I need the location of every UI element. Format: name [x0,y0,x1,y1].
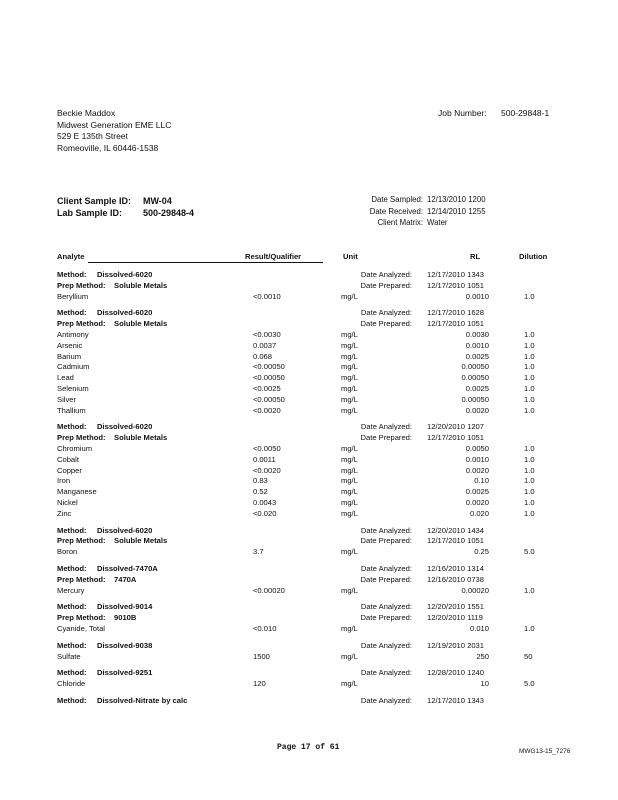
rl-value: 0.00050 [461,373,489,383]
unit-value: mg/L [341,351,358,361]
method-name: Dissolved-7470A [97,564,158,573]
method-label: Method: [57,696,87,705]
unit-value: mg/L [341,291,358,301]
date-analyzed-label: Date Analyzed: [360,696,412,705]
result-value: <0.00050 [253,362,285,372]
prep-method-label: Prep Method: [57,433,106,443]
unit-value: mg/L [341,508,358,518]
method-name: Dissolved-6020 [97,422,153,432]
result-value: 0.52 [253,487,268,497]
sample-info-label: Client Matrix: [377,218,423,227]
rl-value: 0.0030 [465,330,489,339]
dilution-value: 1.0 [524,340,535,350]
date-analyzed-value: 12/20/2010 1434 [427,525,485,535]
sample-info-label: Date Sampled: [371,195,423,204]
date-prepared-value: 12/17/2010 1051 [427,319,485,329]
analyte-name: Sulfate [57,651,81,661]
method-name: Dissolved-Nitrate by calc [97,696,188,705]
prep-method-name: 9010B [114,613,137,623]
unit-value: mg/L [341,330,358,339]
analyte-name: Mercury [57,585,85,595]
method-label: Method: [57,602,87,612]
rl-value: 0.0010 [465,340,489,350]
method-name: Dissolved-9251 [97,668,153,678]
col-unit: Unit [343,252,358,261]
date-analyzed-value: 12/17/2010 1343 [427,696,485,705]
analyte-name: Iron [57,476,71,486]
unit-value: mg/L [341,373,358,383]
analyte-name: Arsenic [57,340,83,350]
street-address: 529 E 135th Street [57,131,128,142]
dilution-value: 1.0 [524,498,535,507]
dilution-value: 1.0 [524,487,535,497]
analyte-name: Chloride [57,679,86,689]
dilution-value: 1.0 [524,454,535,464]
unit-value: mg/L [341,444,358,453]
analyte-name: Beryllium [57,291,89,301]
sample-info-value: Water [427,218,448,227]
analyte-name: Zinc [57,508,72,518]
col-dilution: Dilution [519,252,548,261]
analyte-name: Selenium [57,384,89,393]
analyte-name: Manganese [57,487,97,497]
date-analyzed-label: Date Analyzed: [360,640,412,650]
lab-sample-label: Lab Sample ID: [57,208,123,218]
date-analyzed-label: Date Analyzed: [360,602,412,612]
result-value: 0.068 [253,351,273,361]
analyte-name: Copper [57,465,82,475]
prep-method-name: Soluble Metals [114,280,168,290]
dilution-value: 1.0 [524,465,535,475]
sample-info-label: Date Received: [369,206,423,216]
result-value: <0.0020 [253,465,281,475]
unit-value: mg/L [341,405,358,415]
rl-value: 0.0020 [465,498,489,507]
result-value: <0.0010 [253,291,281,301]
result-value: <0.00020 [253,585,285,595]
dilution-value: 1.0 [524,291,535,301]
unit-value: mg/L [341,498,358,507]
dilution-value: 5.0 [524,547,535,557]
method-label: Method: [57,640,87,650]
col-analyte: Analyte [57,252,85,261]
rl-value: 250 [476,651,489,661]
analyte-name: Cyanide, Total [57,624,105,633]
date-prepared-label: Date Prepared: [360,613,412,623]
analyte-name: Silver [57,394,76,404]
unit-value: mg/L [341,679,358,689]
analyte-name: Boron [57,547,78,557]
method-label: Method: [57,422,87,432]
date-analyzed-label: Date Analyzed: [360,564,412,573]
date-prepared-value: 12/20/2010 1119 [427,613,483,623]
date-prepared-label: Date Prepared: [360,536,412,546]
result-value: <0.010 [253,624,277,633]
date-analyzed-value: 12/17/2010 1343 [427,270,485,279]
analyte-name: Lead [57,373,74,383]
date-prepared-label: Date Prepared: [360,319,412,329]
unit-value: mg/L [341,547,358,557]
rl-value: 0.010 [469,624,489,633]
unit-value: mg/L [341,465,358,475]
dilution-value: 5.0 [524,679,535,689]
client-sample-value: MW-04 [143,196,172,206]
method-name: Dissolved-9038 [97,640,153,650]
rl-value: 0.0020 [465,465,489,475]
date-analyzed-label: Date Analyzed: [360,525,412,535]
unit-value: mg/L [341,384,358,393]
method-label: Method: [57,308,87,318]
result-value: 0.0037 [253,340,277,350]
analyte-name: Nickel [57,498,78,507]
result-value: 1500 [253,651,270,661]
date-prepared-label: Date Prepared: [360,280,412,290]
date-prepared-value: 12/17/2010 1051 [427,536,485,546]
unit-value: mg/L [341,476,358,486]
dilution-value: 1.0 [524,585,535,595]
rl-value: 10 [480,679,489,689]
dilution-value: 1.0 [524,351,535,361]
client-sample-label: Client Sample ID: [57,196,132,206]
dilution-value: 1.0 [524,362,535,372]
date-prepared-label: Date Prepared: [360,433,412,443]
prep-method-name: Soluble Metals [114,433,168,443]
rl-value: 0.0010 [465,454,489,464]
rl-value: 0.0025 [465,487,489,497]
method-label: Method: [57,525,87,535]
rl-value: 0.10 [474,476,489,486]
result-value: <0.0030 [253,330,281,339]
result-value: 0.0011 [253,454,276,464]
method-label: Method: [57,270,87,279]
contact-name: Beckie Maddox [57,108,116,118]
unit-value: mg/L [341,624,358,633]
result-value: 0.0043 [253,498,277,507]
result-value: <0.0050 [253,444,281,453]
result-value: <0.020 [253,508,277,518]
date-prepared-label: Date Prepared: [360,574,412,584]
rl-value: 0.0050 [465,444,489,453]
dilution-value: 1.0 [524,384,535,393]
date-prepared-value: 12/16/2010 0738 [427,574,485,584]
date-analyzed-value: 12/19/2010 2031 [427,640,485,650]
header-rule [88,262,323,263]
method-label: Method: [57,564,87,573]
rl-value: 0.25 [474,547,489,557]
rl-value: 0.0025 [465,351,489,361]
prep-method-label: Prep Method: [57,536,106,546]
col-rl: RL [470,252,481,261]
date-analyzed-label: Date Analyzed: [360,308,412,318]
prep-method-label: Prep Method: [57,319,106,329]
unit-value: mg/L [341,585,358,595]
dilution-value: 1.0 [524,476,535,486]
prep-method-name: Soluble Metals [114,536,168,546]
date-analyzed-value: 12/20/2010 1207 [427,422,485,432]
city-address: Romeoville, IL 60446-1538 [57,142,159,153]
result-value: <0.0020 [253,405,281,415]
method-label: Method: [57,668,87,678]
job-number-label: Job Number: [438,108,487,118]
result-value: 120 [253,679,266,689]
company-name: Midwest Generation EME LLC [57,119,172,130]
prep-method-name: 7470A [114,574,137,584]
rl-value: 0.020 [469,508,489,518]
analyte-name: Chromium [57,444,93,453]
unit-value: mg/L [341,394,358,404]
lab-sample-value: 500-29848-4 [143,208,195,218]
dilution-value: 50 [524,651,533,661]
date-prepared-value: 12/17/2010 1051 [427,433,485,443]
result-value: <0.00050 [253,394,285,404]
unit-value: mg/L [341,651,358,661]
sample-info-value: 12/13/2010 1200 [427,195,486,204]
dilution-value: 1.0 [524,624,535,633]
unit-value: mg/L [341,454,358,464]
method-name: Dissolved-6020 [97,270,153,279]
date-analyzed-value: 12/16/2010 1314 [427,564,485,573]
document-id: MWG13-15_7276 [519,748,571,755]
dilution-value: 1.0 [524,394,535,404]
page-number: Page 17 of 61 [277,743,340,752]
result-value: <0.00050 [253,373,285,383]
unit-value: mg/L [341,487,358,497]
unit-value: mg/L [341,362,358,372]
method-name: Dissolved-6020 [97,308,153,318]
analyte-name: Cobalt [57,454,79,464]
date-analyzed-label: Date Analyzed: [360,270,412,279]
rl-value: 0.0020 [465,405,489,415]
dilution-value: 1.0 [524,405,535,415]
date-analyzed-value: 12/17/2010 1628 [427,308,485,318]
dilution-value: 1.0 [524,330,535,339]
prep-method-label: Prep Method: [57,613,106,623]
date-analyzed-value: 12/28/2010 1240 [427,668,485,678]
date-prepared-value: 12/17/2010 1051 [427,280,485,290]
rl-value: 0.00050 [461,362,489,372]
col-result: Result/Qualifier [245,252,302,261]
date-analyzed-value: 12/20/2010 1551 [427,602,485,612]
dilution-value: 1.0 [524,508,535,518]
unit-value: mg/L [341,340,358,350]
dilution-value: 1.0 [524,444,535,453]
sample-info-value: 12/14/2010 1255 [427,206,486,216]
analyte-name: Cadmium [57,362,90,372]
date-analyzed-label: Date Analyzed: [360,668,412,678]
result-value: <0.0025 [253,384,281,393]
rl-value: 0.00050 [461,394,489,404]
method-name: Dissolved-9014 [97,602,153,612]
prep-method-label: Prep Method: [57,280,106,290]
rl-value: 0.0025 [465,384,489,393]
rl-value: 0.00020 [461,585,489,595]
rl-value: 0.0010 [465,291,489,301]
result-value: 3.7 [253,547,264,557]
analyte-name: Barium [57,351,82,361]
analyte-name: Thallium [57,405,86,415]
date-analyzed-label: Date Analyzed: [360,422,412,432]
result-value: 0.83 [253,476,268,486]
analyte-name: Antimony [57,330,89,339]
job-number-value: 500-29848-1 [501,108,550,118]
prep-method-name: Soluble Metals [114,319,168,329]
method-name: Dissolved-6020 [97,525,153,535]
dilution-value: 1.0 [524,373,535,383]
prep-method-label: Prep Method: [57,574,106,584]
